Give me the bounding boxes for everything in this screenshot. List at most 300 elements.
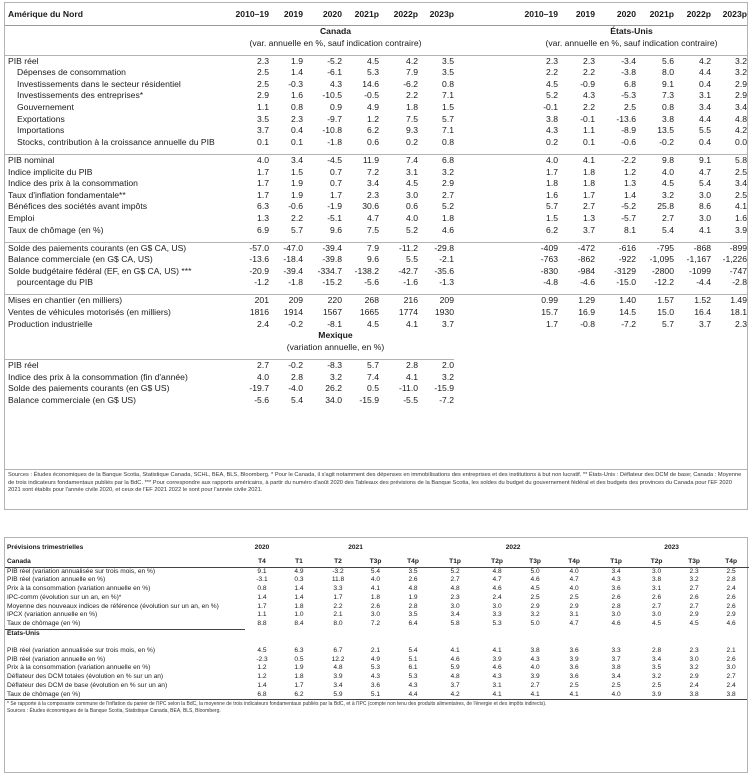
canada-value: -20.9 <box>249 265 269 276</box>
us-value: 3.6 <box>569 647 579 655</box>
canada-value: 3.0 <box>652 567 662 575</box>
us-value: 3.4 <box>735 178 747 189</box>
us-value: 5.3 <box>408 673 418 681</box>
canada-value: 5.3 <box>367 67 379 78</box>
table-row <box>5 594 749 603</box>
us-value: 5.7 <box>662 318 674 329</box>
us-value: -747 <box>729 265 747 276</box>
us-value: 3.2 <box>689 664 699 672</box>
us-value: 5.4 <box>699 178 711 189</box>
us-value: 3.8 <box>662 113 674 124</box>
table-row <box>5 372 747 384</box>
canada-value: 2.6 <box>370 602 381 610</box>
us-value: 4.3 <box>370 673 381 681</box>
canada-value: 3.6 <box>611 585 621 593</box>
spacer <box>454 154 516 166</box>
canada-value: -1.8 <box>288 277 303 288</box>
us-value: 0.2 <box>546 136 558 147</box>
us-value: 3.8 <box>530 647 540 655</box>
quarter-header: T3p <box>516 558 554 567</box>
us-value: 1.3 <box>624 178 636 189</box>
us-value: 1.3 <box>583 212 595 223</box>
quarter-header: T3p <box>675 558 713 567</box>
us-value: 4.1 <box>569 690 579 698</box>
canada-value: -57.0 <box>217 242 269 254</box>
canada-value: 6.9 <box>257 224 269 235</box>
canada-value: -1.8 <box>327 136 342 147</box>
us-value: 0.0 <box>735 136 747 147</box>
year-header: 2019 <box>269 3 303 26</box>
row-label: Exportations <box>17 113 65 124</box>
row-label: Indice implicite du PIB <box>8 166 93 177</box>
canada-value: 3.5 <box>408 611 418 619</box>
canada-value: 2.3 <box>367 189 379 200</box>
canada-value: 0.9 <box>330 102 342 113</box>
canada-value: 1.4 <box>294 593 304 601</box>
canada-value: 7.4 <box>379 154 418 166</box>
us-value: 1.1 <box>583 125 595 136</box>
us-value: 4.3 <box>583 90 595 101</box>
us-value: -5.3 <box>621 90 636 101</box>
table-row <box>5 79 747 91</box>
spacer <box>454 167 516 179</box>
us-value: 13.5 <box>657 125 674 136</box>
us-value: 2.7 <box>583 201 595 212</box>
us-value: 3.4 <box>611 673 621 681</box>
us-value: 4.2 <box>735 125 747 136</box>
country-row <box>5 26 747 38</box>
us-value: -13.6 <box>616 113 636 124</box>
us-value: 0.4 <box>699 78 711 89</box>
table-row <box>5 576 749 585</box>
us-value: 6.3 <box>294 647 304 655</box>
canada-value: -11.2 <box>379 242 418 254</box>
us-value: -868 <box>674 242 711 254</box>
us-value: 4.1 <box>735 201 747 212</box>
row-label: pourcentage du PIB <box>17 277 93 288</box>
us-value: 2.5 <box>735 189 747 200</box>
us-value: 1.40 <box>595 295 636 307</box>
spacer <box>5 26 217 38</box>
us-value: 15.7 <box>541 307 558 318</box>
row-label: IPC-comm (évolution sur un an, en %)* <box>7 593 122 601</box>
canada-value: 2.2 <box>406 90 418 101</box>
canada-value: -29.8 <box>418 242 454 254</box>
us-value: -2800 <box>652 265 674 276</box>
us-value: -0.2 <box>659 136 674 147</box>
canada-value: -1.2 <box>254 277 269 288</box>
us-value: -1,226 <box>722 254 747 265</box>
canada-value: 7.1 <box>442 90 454 101</box>
us-value: 1.49 <box>711 295 747 307</box>
canada-value: 1914 <box>283 307 303 318</box>
canada-value: 0.8 <box>257 585 267 593</box>
us-value: 3.2 <box>652 673 662 681</box>
us-value: -15.0 <box>616 277 636 288</box>
canada-value: 7.9 <box>342 242 379 254</box>
canada-value: 4.6 <box>530 576 540 584</box>
canada-value: 3.5 <box>418 55 454 67</box>
table-row <box>5 319 747 331</box>
canada-value: 0.2 <box>406 136 418 147</box>
us-value: 2.7 <box>530 681 540 689</box>
us-value: 3.7 <box>450 681 460 689</box>
canada-value: 5.0 <box>530 567 540 575</box>
canada-value: 8.0 <box>333 620 343 628</box>
spacer-row <box>5 638 749 647</box>
canada-value: 1.2 <box>367 113 379 124</box>
us-value: -830 <box>540 265 558 276</box>
us-value: 3.9 <box>333 673 343 681</box>
mexico-value: -8.3 <box>303 359 342 371</box>
canada-value: 1665 <box>359 307 379 318</box>
us-value: 3.8 <box>611 664 621 672</box>
canada-value: 4.0 <box>370 576 381 584</box>
us-value: 5.4 <box>662 224 674 235</box>
us-value: -8.9 <box>621 125 636 136</box>
us-value: 2.1 <box>726 647 736 655</box>
spacer <box>454 38 516 50</box>
canada-value: 2.7 <box>689 602 699 610</box>
mexico-value: 3.2 <box>330 371 342 382</box>
canada-value: 2.9 <box>569 602 579 610</box>
spacer <box>454 79 516 91</box>
row-label: Taux de chômage (en %) <box>7 690 81 698</box>
us-value: 4.1 <box>450 647 460 655</box>
table-row <box>5 201 747 213</box>
table-row <box>5 55 747 67</box>
row-label: Déflateur des DCM de base (évolution en % sur un an) <box>7 681 168 689</box>
us-value: -0.1 <box>543 102 558 113</box>
canada-value: 216 <box>379 295 418 307</box>
canada-value: 11.8 <box>331 576 345 584</box>
us-value: 9.1 <box>674 154 711 166</box>
row-label: Investissements dans le secteur résidentiel <box>17 78 181 89</box>
quarter-header: T3p <box>357 558 394 567</box>
row-label: Emploi <box>8 212 35 223</box>
annual-forecast-table <box>5 3 747 406</box>
canada-value: 4.6 <box>442 224 454 235</box>
us-value: -2.8 <box>732 277 747 288</box>
us-value: 2.9 <box>735 90 747 101</box>
country-row <box>5 330 747 342</box>
canada-value: -138.2 <box>354 265 379 276</box>
row-label: Indice des prix à la consommation (fin d'année) <box>8 371 188 382</box>
canada-value: 7.2 <box>370 620 381 628</box>
spacer <box>454 213 516 225</box>
us-value: 3.9 <box>492 655 502 663</box>
spacer <box>454 178 516 190</box>
canada-value: 1.5 <box>291 166 303 177</box>
us-value: -409 <box>516 242 558 254</box>
us-value: 9.1 <box>662 78 674 89</box>
annual-forecast-panel <box>4 2 748 510</box>
us-value: 4.3 <box>546 125 558 136</box>
canada-value: 4.5 <box>689 620 699 628</box>
us-value: 1.7 <box>294 681 304 689</box>
quarter-header: T1p <box>432 558 478 567</box>
quarter-header: T2p <box>638 558 675 567</box>
canada-value: 3.5 <box>408 567 418 575</box>
us-value: -4.4 <box>696 277 711 288</box>
us-value: 4.2 <box>450 690 460 698</box>
canada-value: 2.6 <box>652 593 662 601</box>
unit-label: (variation annuelle, en %) <box>286 341 385 352</box>
us-value: 3.5 <box>652 664 662 672</box>
us-value: 2.5 <box>569 681 579 689</box>
canada-value: 3.4 <box>367 178 379 189</box>
us-value: 5.3 <box>370 664 381 672</box>
us-value: 4.5 <box>546 78 558 89</box>
us-value: -1099 <box>689 265 711 276</box>
canada-value: -5.1 <box>327 212 342 223</box>
us-value: 3.3 <box>611 647 621 655</box>
canada-value: -0.5 <box>364 90 379 101</box>
us-value: -7.2 <box>621 318 636 329</box>
canada-value: 0.7 <box>330 178 342 189</box>
table-row <box>5 266 747 278</box>
canada-value: 4.3 <box>330 78 342 89</box>
canada-value: 11.9 <box>342 154 379 166</box>
quarterly-sources: Sources : Études économiques de la Banque Scotia, Statistique Canada, BEA, BLS, Bloomberg. <box>7 708 221 715</box>
us-value: 1.8 <box>294 673 304 681</box>
row-label: Solde des paiements courants (en G$ US) <box>8 383 170 394</box>
canada-value: 5.2 <box>406 224 418 235</box>
canada-value: 2.4 <box>257 318 269 329</box>
canada-value: 2.3 <box>291 113 303 124</box>
canada-value: 2.7 <box>652 602 662 610</box>
spacer <box>5 342 217 354</box>
us-value: 4.1 <box>492 690 502 698</box>
canada-value: -3.2 <box>332 567 344 575</box>
table-row <box>5 225 747 237</box>
table-row <box>5 603 749 612</box>
canada-value: 1.7 <box>257 178 269 189</box>
spacer <box>454 3 516 26</box>
us-value: 6.7 <box>333 647 343 655</box>
canada-value: 0.8 <box>291 102 303 113</box>
row-label: PIB réel (variation annuelle en %) <box>7 655 106 663</box>
canada-value: -35.6 <box>434 265 454 276</box>
us-value: 2.1 <box>370 647 381 655</box>
us-value: 1.2 <box>624 166 636 177</box>
us-value: 4.3 <box>408 681 418 689</box>
us-value: 4.0 <box>516 154 558 166</box>
unit-label: (var. annuelle en %, sauf indication contraire) <box>545 37 718 48</box>
spacer <box>5 330 217 342</box>
us-value: 6.2 <box>294 690 304 698</box>
row-label: Balance commerciale (en G$ CA, US) <box>8 254 153 265</box>
us-value: -3.4 <box>595 55 636 67</box>
us-value: 3.8 <box>726 690 736 698</box>
canada-value: 2.9 <box>530 602 540 610</box>
canada-value: 3.4 <box>611 567 621 575</box>
us-value: 2.9 <box>689 673 699 681</box>
canada-value: 3.2 <box>530 611 540 619</box>
canada-value: 3.7 <box>257 125 269 136</box>
us-value: 3.8 <box>689 690 699 698</box>
us-value: 1.52 <box>674 295 711 307</box>
us-value: 4.4 <box>699 113 711 124</box>
us-value: 4.5 <box>257 647 267 655</box>
canada-value: -39.4 <box>283 265 303 276</box>
table-row <box>5 137 747 149</box>
table-row <box>5 691 749 700</box>
canada-value: 3.8 <box>652 576 662 584</box>
us-value: 9.8 <box>636 154 674 166</box>
year-header: 2022p <box>674 3 711 26</box>
us-value: 4.1 <box>699 224 711 235</box>
spacer <box>454 254 516 266</box>
canada-value: 1.8 <box>442 212 454 223</box>
mexico-value: -0.2 <box>269 359 303 371</box>
canada-value: 1.8 <box>406 102 418 113</box>
canada-value: 2.8 <box>726 576 736 584</box>
mexico-value: 2.7 <box>217 359 269 371</box>
row-label: Solde budgétaire fédéral (EF, en G$ CA, US) *** <box>8 265 192 276</box>
canada-value: 4.7 <box>569 620 579 628</box>
us-value: 3.4 <box>652 655 662 663</box>
canada-value: 5.4 <box>370 567 381 575</box>
canada-value: 1.8 <box>294 602 304 610</box>
spacer <box>454 295 516 307</box>
year-header: 2020 <box>595 3 636 26</box>
spacer <box>454 125 516 137</box>
canada-value: 2.6 <box>726 602 736 610</box>
row-label: Solde des paiements courants (en G$ CA, US) <box>5 242 217 254</box>
canada-value: -5.6 <box>364 277 379 288</box>
us-value: 2.5 <box>652 681 662 689</box>
spacer <box>454 114 516 126</box>
us-value: -0.9 <box>580 78 595 89</box>
year-header: 2019 <box>558 3 595 26</box>
canada-value: 2.9 <box>257 90 269 101</box>
us-value: 3.0 <box>699 189 711 200</box>
us-value: 2.5 <box>611 681 621 689</box>
canada-value: 4.5 <box>652 620 662 628</box>
us-value: -0.8 <box>580 318 595 329</box>
us-value: 16.9 <box>578 307 595 318</box>
row-label: PIB réel (variation annualisée sur trois mois, en %) <box>7 567 156 575</box>
us-value: 3.9 <box>652 690 662 698</box>
us-value: 3.1 <box>492 681 502 689</box>
canada-value: 3.4 <box>450 611 460 619</box>
canada-value: 1.7 <box>257 166 269 177</box>
row-label: PIB réel (variation annualisée sur trois mois, en %) <box>7 647 156 655</box>
us-value: 2.6 <box>726 655 736 663</box>
mexico-value: 0.5 <box>367 383 379 394</box>
canada-value: -18.4 <box>283 254 303 265</box>
us-value: 1.6 <box>735 212 747 223</box>
us-value: -4.6 <box>580 277 595 288</box>
canada-value: 1.3 <box>257 212 269 223</box>
us-value: 2.9 <box>735 78 747 89</box>
canada-value: -3.1 <box>256 576 268 584</box>
canada-value: 2.5 <box>530 593 540 601</box>
canada-value: 4.5 <box>530 585 540 593</box>
canada-value: 1.7 <box>330 189 342 200</box>
year-header: 2020 <box>254 544 270 551</box>
canada-value: 1.9 <box>291 178 303 189</box>
canada-value: 4.8 <box>450 585 460 593</box>
canada-value: 2.8 <box>408 602 418 610</box>
canada-value: -15.2 <box>322 277 342 288</box>
year-header: 2020 <box>303 3 342 26</box>
canada-value: 5.8 <box>450 620 460 628</box>
canada-value: 2.3 <box>450 593 460 601</box>
mexico-value: -19.7 <box>249 383 269 394</box>
canada-value: 3.0 <box>406 189 418 200</box>
us-value: 3.9 <box>530 673 540 681</box>
canada-value: 1567 <box>322 307 342 318</box>
canada-value: 2.7 <box>442 189 454 200</box>
canada-value: 2.6 <box>611 593 621 601</box>
year-header: 2021p <box>342 3 379 26</box>
canada-value: 3.7 <box>442 318 454 329</box>
us-value: 4.8 <box>333 664 343 672</box>
mexico-value: -5.6 <box>254 394 269 405</box>
us-value: 5.1 <box>370 690 381 698</box>
us-value: 4.4 <box>408 690 418 698</box>
us-value: -616 <box>595 242 636 254</box>
table-row <box>5 620 749 629</box>
row-label: Taux de chômage (en %) <box>8 224 104 235</box>
canada-value: 9.6 <box>367 254 379 265</box>
canada-value: 0.6 <box>367 136 379 147</box>
row-label: Investissements des entreprises* <box>17 90 144 101</box>
mexico-value: 3.2 <box>442 371 454 382</box>
canada-value: 0.1 <box>257 136 269 147</box>
us-value: 1.7 <box>583 189 595 200</box>
canada-value: 268 <box>342 295 379 307</box>
unit-label: (var. annuelle en %, sauf indication contraire) <box>249 37 422 48</box>
spacer <box>454 102 516 114</box>
canada-value: 6.8 <box>418 154 454 166</box>
us-value: 1.57 <box>636 295 674 307</box>
us-value: 5.5 <box>699 125 711 136</box>
canada-value: 1.7 <box>257 602 267 610</box>
unit-row <box>5 342 747 354</box>
us-value: 18.1 <box>730 307 747 318</box>
us-value: 3.2 <box>662 189 674 200</box>
canada-value: 4.1 <box>406 318 418 329</box>
quarter-header: T4p <box>394 558 432 567</box>
canada-value: 3.4 <box>269 154 303 166</box>
year-header: 2021 <box>348 544 363 551</box>
us-value: 5.1 <box>408 655 418 663</box>
quarter-header: T2p <box>478 558 516 567</box>
quarter-header: T4 <box>245 558 279 567</box>
canada-value: 4.3 <box>611 576 621 584</box>
canada-value: 2.8 <box>611 602 621 610</box>
canada-value: 4.7 <box>492 576 502 584</box>
canada-value: 7.2 <box>367 166 379 177</box>
us-value: 25.8 <box>657 201 674 212</box>
us-value: -2.3 <box>256 655 268 663</box>
us-value: 3.1 <box>699 90 711 101</box>
canada-value: -39.8 <box>322 254 342 265</box>
canada-value: 4.0 <box>569 567 579 575</box>
year-header: 2023p <box>418 3 454 26</box>
us-value: 1.8 <box>583 166 595 177</box>
canada-value: 4.0 <box>217 154 269 166</box>
spacer <box>454 266 516 278</box>
canada-value: -5.2 <box>303 55 342 67</box>
canada-value: 3.0 <box>652 611 662 619</box>
canada-value: 4.5 <box>406 178 418 189</box>
us-value: 7.3 <box>662 90 674 101</box>
us-value: -3.8 <box>621 67 636 78</box>
